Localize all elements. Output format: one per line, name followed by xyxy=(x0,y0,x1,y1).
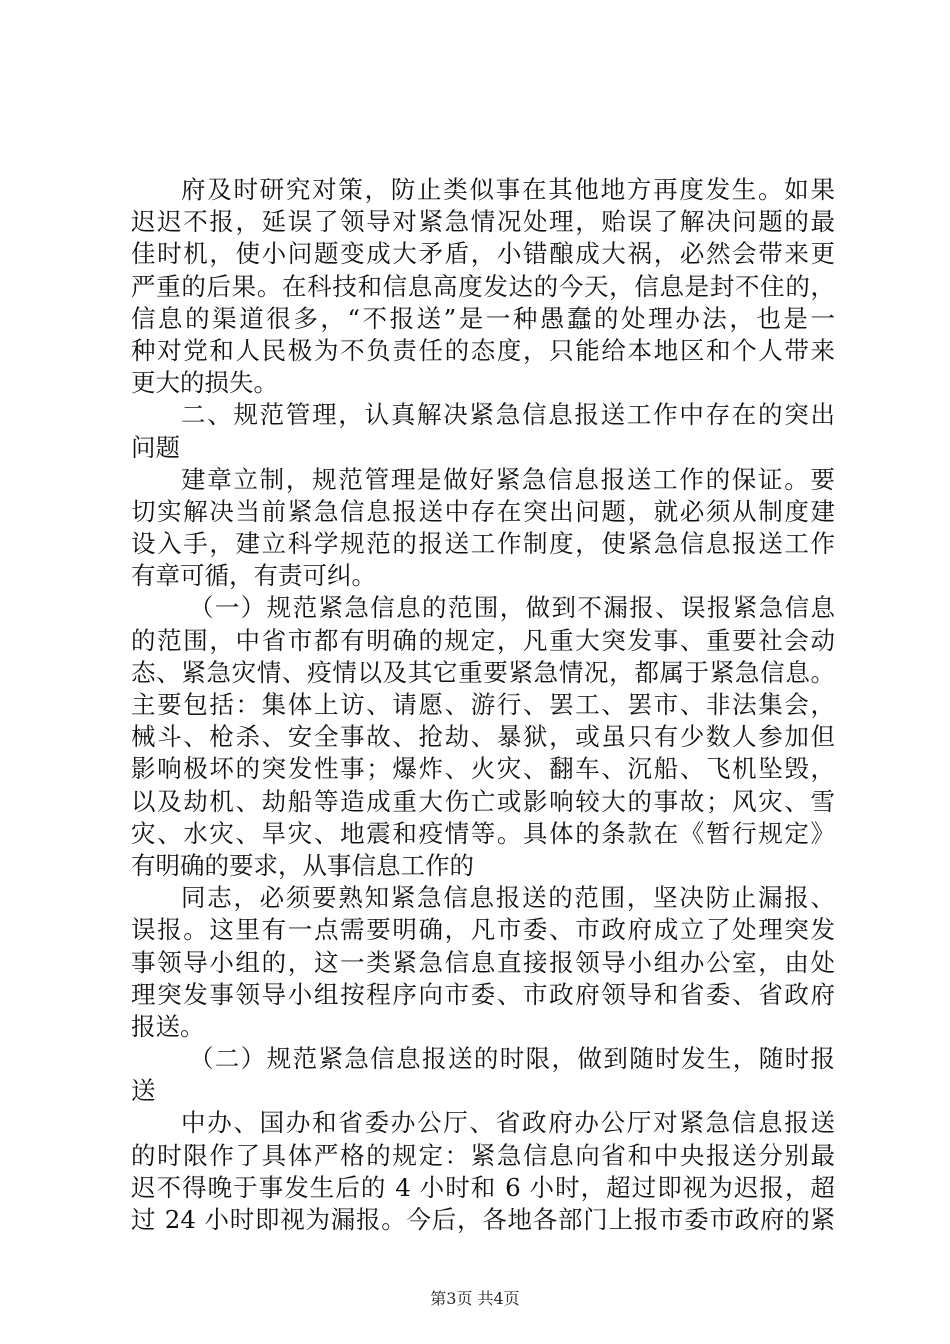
paragraph-4 xyxy=(131,882,835,1043)
paragraph-2 xyxy=(131,464,835,593)
text-line: 以及劫机、劫船等造成重大伤亡或影响较大的事故；风灾、雪 xyxy=(131,786,835,816)
text-line: 迟不得晚于事发生后的 4 小时和 6 小时，超过即视为迟报，超 xyxy=(131,1172,835,1202)
text-line: 建章立制，规范管理是做好紧急信息报送工作的保证。要 xyxy=(181,464,835,494)
text-line: 佳时机，使小问题变成大矛盾，小错酿成大祸，必然会带来更 xyxy=(131,239,835,269)
section-heading xyxy=(131,399,835,463)
text-line: 更大的损失。 xyxy=(131,368,278,398)
text-line: 中办、国办和省委办公厅、省政府办公厅对紧急信息报送 xyxy=(181,1108,835,1138)
page-number-label: 第3页 共4页 xyxy=(430,1289,520,1308)
text-line: 有章可循，有责可纠。 xyxy=(131,561,376,591)
text-line: 设入手，建立科学规范的报送工作制度，使紧急信息报送工作 xyxy=(131,529,835,559)
page-footer xyxy=(0,1289,950,1309)
text-line: 信息的渠道很多，“不报送”是一种愚蠢的处理办法，也是一 xyxy=(131,303,835,333)
text-line: 误报。这里有一点需要明确，凡市委、市政府成立了处理突发 xyxy=(131,915,835,945)
heading-line: 二、规范管理，认真解决紧急信息报送工作中存在的突出 xyxy=(181,400,835,430)
text-line: 送 xyxy=(131,1076,156,1106)
text-line: 过 24 小时即视为漏报。今后，各地各部门上报市委市政府的紧 xyxy=(131,1205,835,1234)
paragraph-6 xyxy=(131,1107,835,1236)
text-line: 理突发事领导小组按程序向市委、市政府领导和省委、省政府 xyxy=(131,979,835,1009)
text-line: （二）规范紧急信息报送的时限，做到随时发生，随时报 xyxy=(189,1044,835,1074)
paragraph-5 xyxy=(131,1043,835,1107)
text-line: 府及时研究对策，防止类似事在其他地方再度发生。如果 xyxy=(181,175,835,204)
text-line: 迟迟不报，延误了领导对紧急情况处理，贻误了解决问题的最 xyxy=(131,207,835,237)
text-line: 事领导小组的，这一类紧急信息直接报领导小组办公室，由处 xyxy=(131,947,835,977)
text-line: 种对党和人民极为不负责任的态度，只能给本地区和个人带来 xyxy=(131,335,835,365)
text-line: 灾、水灾、旱灾、地震和疫情等。具体的条款在《暂行规定》 xyxy=(131,818,835,848)
text-line: 械斗、枪杀、安全事故、抢劫、暴狱，或虽只有少数人参加但 xyxy=(131,722,835,752)
heading-line: 问题 xyxy=(131,432,180,462)
text-line: 态、紧急灾情、疫情以及其它重要紧急情况，都属于紧急信息。 xyxy=(131,657,835,687)
text-line: 的范围，中省市都有明确的规定，凡重大突发事、重要社会动 xyxy=(131,625,835,655)
text-line: 有明确的要求，从事信息工作的 xyxy=(131,850,474,880)
text-line: 严重的后果。在科技和信息高度发达的今天，信息是封不住的， xyxy=(131,271,835,301)
text-line: 切实解决当前紧急信息报送中存在突出问题，就必须从制度建 xyxy=(131,496,835,526)
document-body xyxy=(131,174,835,1236)
text-line: 主要包括：集体上访、请愿、游行、罢工、罢市、非法集会， xyxy=(131,690,835,719)
text-line: 同志，必须要熟知紧急信息报送的范围，坚决防止漏报、 xyxy=(181,883,835,913)
text-line: 影响极坏的突发性事；爆炸、火灾、翻车、沉船、飞机坠毁， xyxy=(131,754,835,784)
text-line: （一）规范紧急信息的范围，做到不漏报、误报紧急信息 xyxy=(189,593,835,623)
text-line: 报送。 xyxy=(131,1011,205,1041)
paragraph-1 xyxy=(131,174,835,399)
paragraph-3 xyxy=(131,592,835,882)
text-line: 的时限作了具体严格的规定：紧急信息向省和中央报送分别最 xyxy=(131,1140,835,1170)
